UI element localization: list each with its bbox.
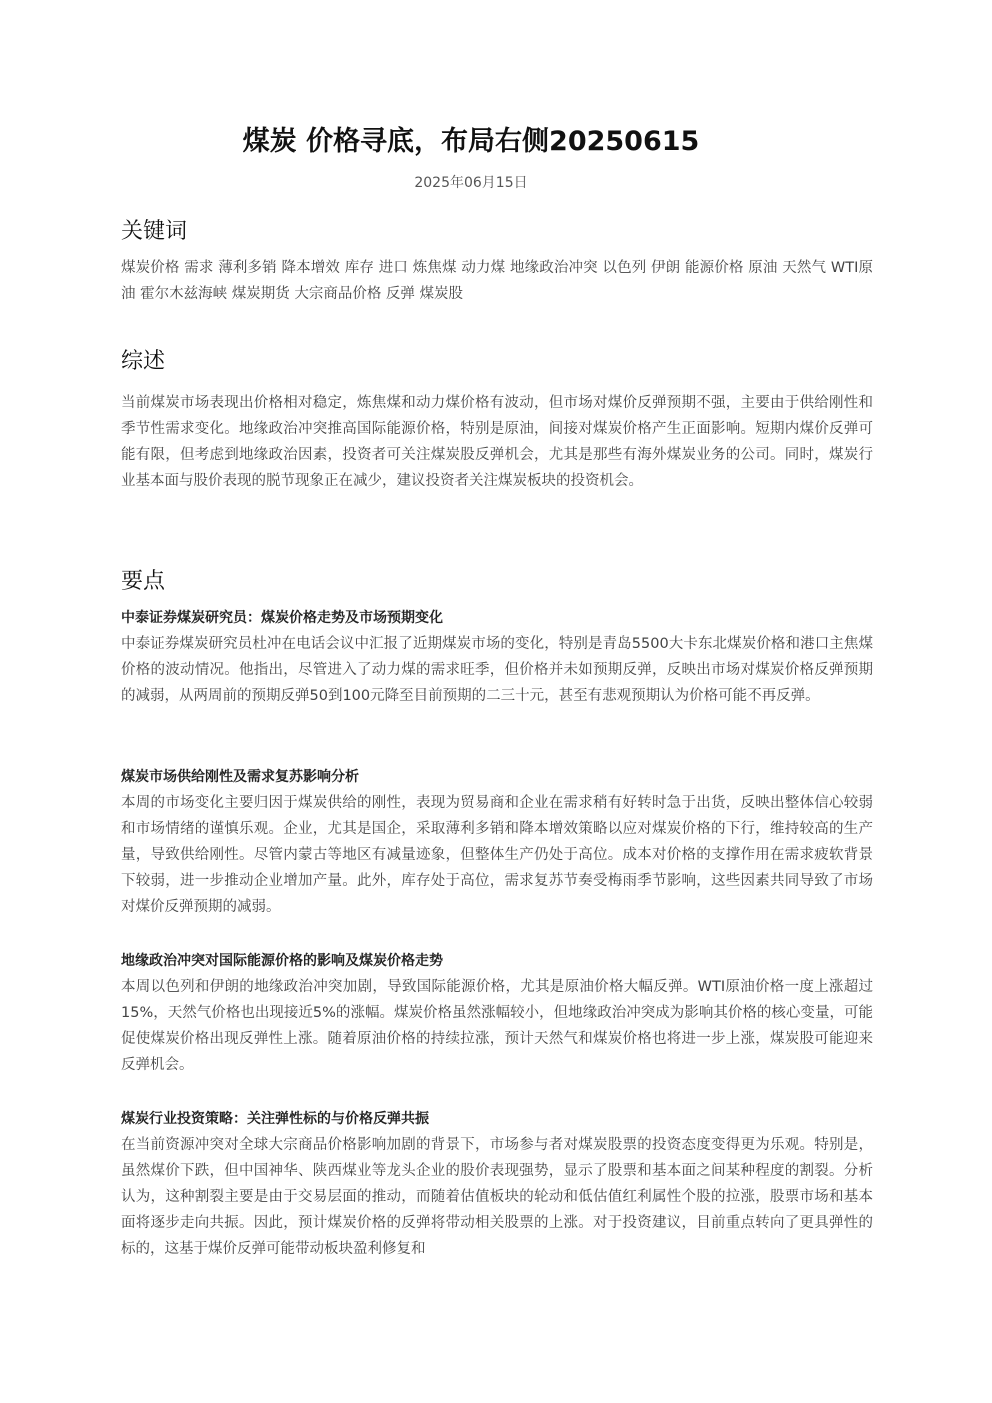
point-2-title: 煤炭市场供给刚性及需求复苏影响分析 [121, 769, 359, 785]
summary-text: 当前煤炭市场表现出价格相对稳定，炼焦煤和动力煤价格有波动，但市场对煤价反弹预期不强，主要由于供给刚性和季节性需求变化。地缘政治冲突推高国际能源价格，特别是原油，间接对煤炭价格产生正面影响。短期内煤价反弹可能有限，但考虑到地缘政治因素，投资者可关注煤炭股反弹机会，尤其是那些有海外煤炭业务的公司。同时，煤炭行业基本面与股价表现的脱节现象正在减少，建议投资者关注煤炭板块的投资机会。 [121, 395, 873, 489]
point-3-text: 本周以色列和伊朗的地缘政治冲突加剧，导致国际能源价格，尤其是原油价格大幅反弹。WTI原油价格一度上涨超过15%，天然气价格也出现接近5%的涨幅。煤炭价格虽然涨幅较小，但地缘政治冲突成为影响其价格的核心变量，可能促使煤炭价格出现反弹性上涨。随着原油价格的持续拉涨，预计天然气和煤炭价格也将进一步上涨，煤炭股可能迎来反弹机会。 [121, 979, 873, 1073]
key-points-heading: 要点 [121, 569, 166, 594]
point-1-title: 中泰证券煤炭研究员：煤炭价格走势及市场预期变化 [121, 610, 443, 626]
keywords-heading: 关键词 [121, 219, 188, 244]
point-1-text: 中泰证券煤炭研究员杜冲在电话会议中汇报了近期煤炭市场的变化，特别是青岛5500大卡东北煤炭价格和港口主焦煤价格的波动情况。他指出，尽管进入了动力煤的需求旺季，但价格并未如预期反弹，反映出市场对煤炭价格反弹预期的减弱，从两周前的预期反弹50到100元降至目前预期的二三十元，甚至有悲观预期认为价格可能不再反弹。 [121, 636, 873, 704]
keywords-text: 煤炭价格 需求 薄利多销 降本增效 库存 进口 炼焦煤 动力煤 地缘政治冲突 以色列 伊朗 能源价格 原油 天然气 WTI原油 霍尔木兹海峡 煤炭期货 大宗商品价格 反弹 煤炭股 [121, 260, 873, 302]
point-4-title: 煤炭行业投资策略：关注弹性标的与价格反弹共振 [121, 1111, 429, 1127]
summary-heading: 综述 [121, 349, 166, 374]
document-title: 煤炭 价格寻底，布局右侧20250615 [242, 126, 700, 157]
document-date: 2025年06月15日 [414, 175, 528, 191]
point-4-text: 在当前资源冲突对全球大宗商品价格影响加剧的背景下，市场参与者对煤炭股票的投资态度变得更为乐观。特别是，虽然煤价下跌，但中国神华、陕西煤业等龙头企业的股价表现强势，显示了股票和基本面之间某种程度的割裂。分析认为，这种割裂主要是由于交易层面的推动，而随着估值板块的轮动和低估值红利属性个股的拉涨，股票市场和基本面将逐步走向共振。因此，预计煤炭价格的反弹将带动相关股票的上涨。对于投资建议，目前重点转向了更具弹性的标的，这基于煤价反弹可能带动板块盈利修复和 [121, 1137, 873, 1257]
point-3-title: 地缘政治冲突对国际能源价格的影响及煤炭价格走势 [121, 953, 443, 969]
point-2-text: 本周的市场变化主要归因于煤炭供给的刚性，表现为贸易商和企业在需求稍有好转时急于出货，反映出整体信心较弱和市场情绪的谨慎乐观。企业，尤其是国企，采取薄利多销和降本增效策略以应对煤炭价格的下行，维持较高的生产量，导致供给刚性。尽管内蒙古等地区有减量迹象，但整体生产仍处于高位。成本对价格的支撑作用在需求疲软背景下较弱，进一步推动企业增加产量。此外，库存处于高位，需求复苏节奏受梅雨季节影响，这些因素共同导致了市场对煤价反弹预期的减弱。 [121, 795, 873, 915]
